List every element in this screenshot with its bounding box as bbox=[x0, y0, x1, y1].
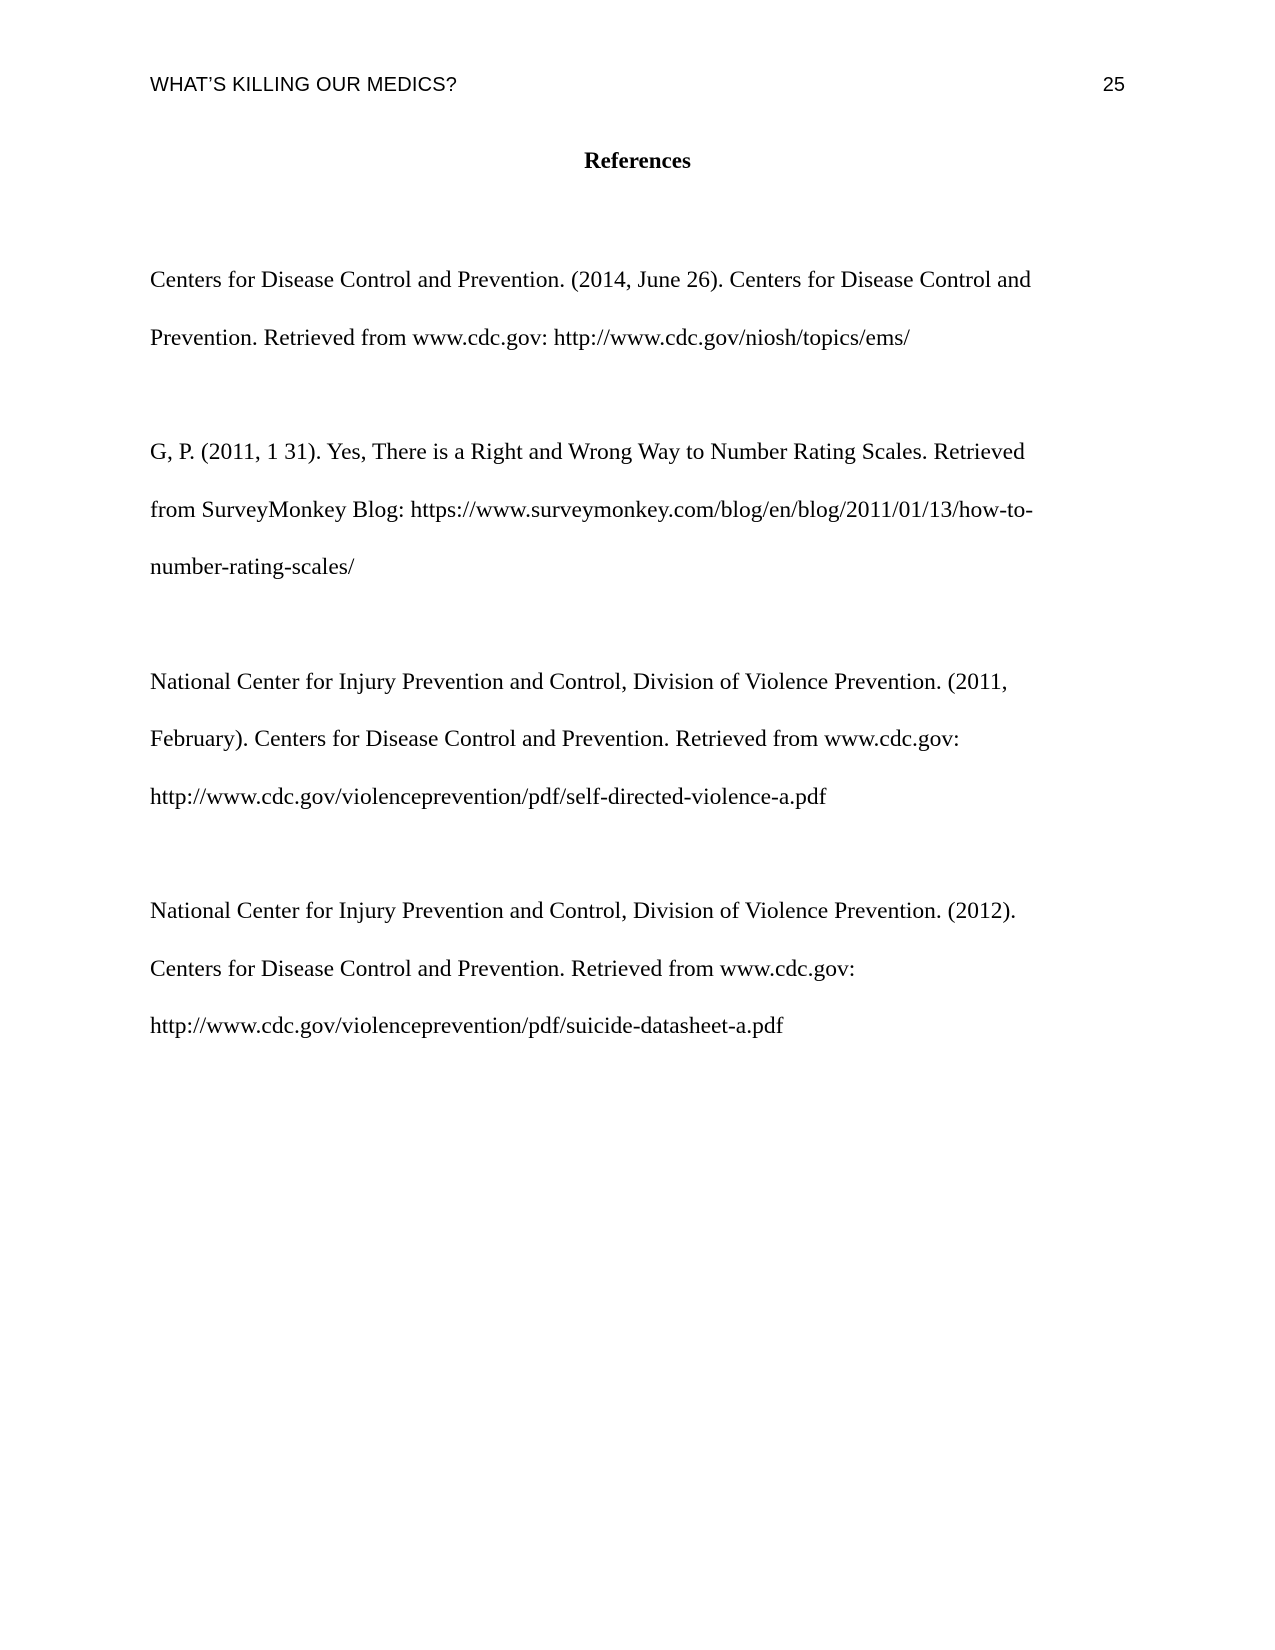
reference-entry-surveymonkey bbox=[150, 424, 1150, 597]
page-number: 25 bbox=[1102, 74, 1125, 96]
reference-entry-cdc-ems bbox=[150, 252, 1150, 367]
reference-entry-ncipc-2011 bbox=[150, 654, 1150, 827]
reference-line: Centers for Disease Control and Prevention. (2014, June 26). Centers for Disease Control and bbox=[150, 267, 1032, 293]
reference-line: G, P. (2011, 1 31). Yes, There is a Right and Wrong Way to Number Rating Scales. Retrieved bbox=[150, 439, 1025, 465]
reference-line: National Center for Injury Prevention and Control, Division of Violence Prevention. (2011, bbox=[150, 668, 1008, 695]
reference-line: Prevention. Retrieved from www.cdc.gov: http://www.cdc.gov/niosh/topics/ems/ bbox=[150, 324, 910, 351]
running-head: WHAT’S KILLING OUR MEDICS? bbox=[150, 74, 458, 96]
reference-line: Centers for Disease Control and Prevention. Retrieved from www.cdc.gov: bbox=[150, 955, 856, 982]
reference-line: February). Centers for Disease Control and Prevention. Retrieved from www.cdc.gov: bbox=[150, 726, 960, 752]
page-title: References bbox=[584, 148, 691, 173]
reference-line: National Center for Injury Prevention and Control, Division of Violence Prevention. (2012). bbox=[150, 898, 1017, 924]
reference-line: http://www.cdc.gov/violenceprevention/pdf/suicide-datasheet-a.pdf bbox=[150, 1013, 784, 1039]
reference-line: http://www.cdc.gov/violenceprevention/pdf/self-directed-violence-a.pdf bbox=[150, 783, 827, 810]
reference-line: from SurveyMonkey Blog: https://www.surveymonkey.com/blog/en/blog/2011/01/13/how-to- bbox=[150, 496, 1034, 523]
reference-entry-ncipc-2012 bbox=[150, 883, 1150, 1056]
reference-line: number-rating-scales/ bbox=[150, 554, 355, 580]
reference-list bbox=[150, 252, 1150, 1113]
